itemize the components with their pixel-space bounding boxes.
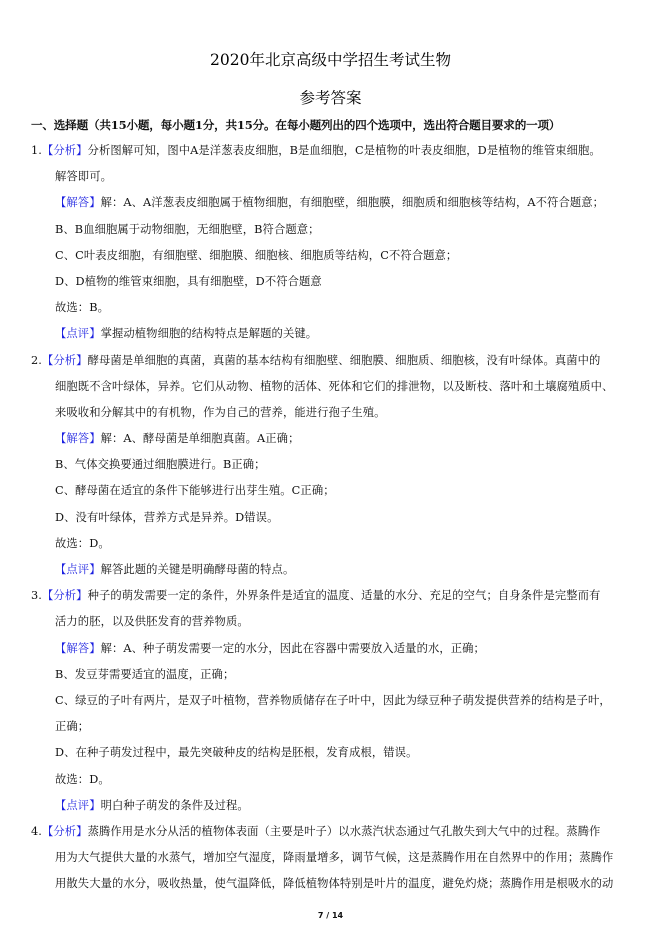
answer-text: 解：A、种子萌发需要一定的水分，因此在容器中需要放入适量的水，正确；: [100, 641, 485, 655]
answer-line: [31, 505, 631, 531]
answer-text: 故选：D。: [55, 772, 110, 786]
answer-line: [31, 714, 631, 740]
answer-line: [31, 557, 631, 583]
answer-tag: 【解答】: [55, 641, 101, 655]
answer-text: 酵母菌是单细胞的真菌，真菌的基本结构有细胞壁、细胞膜、细胞质、细胞核，没有叶绿体。真菌中的: [87, 353, 601, 367]
answer-line: [31, 609, 631, 635]
page-number: 7 / 14: [317, 911, 344, 920]
answer-line: [31, 819, 631, 845]
answer-text: 解：A、A洋葱表皮细胞属于植物细胞，有细胞壁，细胞膜，细胞质和细胞核等结构，A不符合题意；: [100, 196, 605, 210]
answer-text: 解：A、酵母菌是单细胞真菌。A正确；: [100, 432, 300, 446]
answer-line: [31, 688, 631, 714]
answer-line: [31, 348, 631, 374]
answer-line: [31, 295, 631, 321]
answer-line: [31, 583, 631, 609]
answer-tag: 【点评】: [55, 563, 101, 576]
answer-line: [31, 138, 631, 164]
answer-line: [31, 217, 631, 243]
answer-text: 蒸腾作用是水分从活的植物体表面（主要是叶子）以水蒸汽状态通过气孔散失到大气中的过程。蒸腾作: [87, 824, 601, 838]
answer-text: 解答此题的关键是明确酵母菌的特点。: [100, 563, 295, 576]
answer-tag: 【解答】: [55, 196, 101, 210]
answer-tag: 【分析】: [41, 353, 88, 367]
answer-line: [31, 478, 631, 504]
answer-line: [31, 190, 631, 216]
answer-text: 掌握动植物细胞的结构特点是解题的关键。: [100, 327, 318, 341]
answer-text: 用散失大量的水分，吸收热量，使气温降低，降低植物体特别是叶片的温度，避免灼烧；蒸腾作用是根吸水的动: [55, 877, 614, 891]
answer-text: 明白种子萌发的条件及过程。: [100, 798, 249, 812]
answer-tag: 【分析】: [41, 589, 88, 603]
answer-text: D、没有叶绿体，营养方式是异养。D错误。: [55, 510, 279, 524]
answer-line: [31, 871, 631, 897]
question-number: 1.: [31, 144, 42, 157]
answer-text: D、在种子萌发过程中，最先突破种皮的结构是胚根，发育成根，错误。: [55, 746, 418, 760]
answer-line: [31, 531, 631, 557]
answer-line: [31, 636, 631, 662]
answer-content: [31, 138, 631, 897]
answer-line: [31, 243, 631, 269]
answer-line: [31, 321, 631, 347]
answer-text: 细胞既不含叶绿体，异养。它们从动物、植物的活体、死体和它们的排泄物，以及断枝、落叶和土壤腐殖质中、: [55, 379, 614, 393]
answer-text: 来吸收和分解其中的有机物，作为自己的营养，能进行孢子生殖。: [55, 405, 386, 419]
answer-text: 解答即可。: [55, 170, 112, 184]
question-number: 2.: [31, 353, 42, 367]
answer-line: [31, 426, 631, 452]
answer-text: 活力的胚，以及供胚发育的营养物质。: [55, 615, 249, 629]
answer-text: 故选：D。: [55, 536, 110, 550]
answer-text: B、发豆芽需要适宜的温度，正确；: [55, 667, 235, 681]
answer-text: 种子的萌发需要一定的条件，外界条件是适宜的温度、适量的水分、充足的空气；自身条件是完整而有: [87, 589, 601, 603]
answer-line: [31, 400, 631, 426]
answer-tag: 【点评】: [55, 327, 101, 341]
document-title: 2020年北京高级中学招生考试生物: [210, 51, 451, 69]
answer-text: D、D植物的维管束细胞，具有细胞壁，D不符合题意: [55, 274, 322, 288]
question-number: 4.: [31, 824, 42, 838]
answer-text: C、绿豆的子叶有两片，是双子叶植物，营养物质储存在子叶中，因此为绿豆种子萌发提供营养的结构是子叶，: [55, 693, 611, 707]
answer-line: [31, 793, 631, 819]
answer-text: C、酵母菌在适宜的条件下能够进行出芽生殖。C正确；: [55, 484, 335, 498]
answer-line: [31, 269, 631, 295]
answer-tag: 【解答】: [55, 432, 101, 446]
answer-text: 故选：B。: [55, 301, 109, 315]
answer-text: 用为大气提供大量的水蒸气，增加空气湿度，降雨量增多，调节气候，这是蒸腾作用在自然界中的作用；蒸腾作: [55, 851, 614, 865]
answer-tag: 【点评】: [55, 798, 101, 812]
answer-line: [31, 452, 631, 478]
answer-line: [31, 740, 631, 766]
answer-tag: 【分析】: [41, 824, 88, 838]
answer-line: [31, 374, 631, 400]
answer-text: 正确；: [55, 720, 90, 734]
answer-line: [31, 662, 631, 688]
answer-line: [31, 845, 631, 871]
answer-text: C、C叶表皮细胞，有细胞壁、细胞膜、细胞核、细胞质等结构，C不符合题意；: [55, 248, 458, 262]
section-heading: 一、选择题（共15小题，每小题1分，共15分。在每小题列出的四个选项中，选出符合题目要求的一项）: [31, 118, 561, 132]
answer-line: [31, 767, 631, 793]
answer-line: [31, 164, 631, 190]
document-subtitle: 参考答案: [299, 89, 362, 107]
answer-text: B、气体交换要通过细胞膜进行。B正确；: [55, 458, 266, 472]
answer-tag: 【分析】: [41, 144, 88, 157]
answer-text: B、B血细胞属于动物细胞，无细胞壁，B符合题意；: [55, 222, 320, 236]
question-number: 3.: [31, 589, 42, 603]
answer-text: 分析图解可知，图中A是洋葱表皮细胞，B是血细胞，C是植物的叶表皮细胞，D是植物的维管束细胞。: [87, 144, 601, 157]
